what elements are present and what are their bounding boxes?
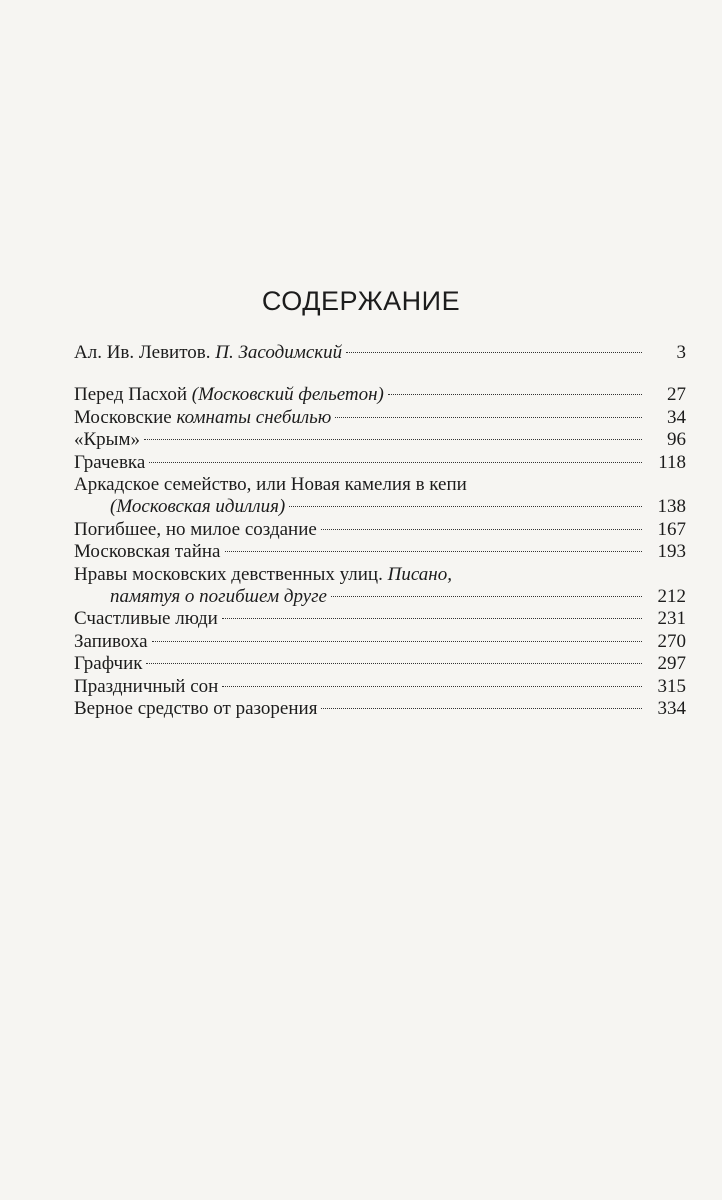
toc-entry — [74, 653, 686, 675]
toc-entry — [74, 384, 686, 406]
entry-title: Погибшее, но милое создание — [74, 518, 317, 540]
entry-title: Графчик — [74, 653, 143, 675]
toc-entry — [74, 676, 686, 698]
entry-title: Грачевка — [74, 451, 146, 473]
page-number: 231 — [657, 608, 686, 630]
dot-leader — [144, 439, 642, 440]
toc-entry — [74, 698, 686, 720]
toc-entry — [74, 452, 686, 474]
entry-title: Верное средство от разорения — [74, 698, 318, 720]
dot-leader — [331, 596, 642, 597]
entry-title: Запивоха — [74, 630, 148, 652]
entry-title: Праздничный сон — [74, 675, 219, 697]
entry-title: Ал. Ив. Левитов. — [74, 342, 211, 363]
dot-leader — [222, 618, 642, 619]
toc-entry — [74, 631, 686, 653]
toc-entry — [74, 608, 686, 630]
page-number: 270 — [657, 630, 686, 652]
entry-title: Московские — [74, 406, 172, 428]
dot-leader — [321, 708, 642, 709]
dot-leader — [289, 506, 642, 507]
toc-heading: СОДЕРЖАНИЕ — [261, 286, 461, 316]
dot-leader — [222, 686, 642, 687]
page-number: 96 — [667, 429, 686, 451]
entry-title: Московская тайна — [74, 541, 221, 563]
toc-entry — [74, 541, 686, 563]
toc-entry — [74, 564, 686, 609]
page-number: 334 — [657, 698, 686, 720]
page-number: 193 — [657, 541, 686, 563]
dot-leader — [388, 394, 642, 395]
entry-title-italic: комнаты снебилью — [176, 406, 332, 428]
toc-entry — [74, 429, 686, 451]
entry-title: Аркадское семейство, или Новая камелия в кепи — [74, 474, 467, 496]
dot-leader — [346, 352, 642, 353]
page-number: 138 — [657, 496, 686, 518]
toc-entry — [74, 342, 686, 364]
table-of-contents — [74, 342, 686, 721]
page-number: 297 — [657, 653, 686, 675]
dot-leader — [321, 529, 642, 530]
page-number: 167 — [657, 518, 686, 540]
page-number: 34 — [667, 406, 686, 428]
page-number: 27 — [667, 384, 686, 406]
toc-entry — [74, 407, 686, 429]
page-number: 118 — [658, 451, 686, 473]
entry-title: Перед Пасхой — [74, 384, 188, 406]
entry-title: Нравы московских девственных улиц. — [74, 563, 383, 585]
entry-title: Счастливые люди — [74, 608, 218, 630]
entry-title-italic: П. Засодимский — [215, 342, 343, 363]
page-number: 212 — [657, 586, 686, 608]
toc-entry — [74, 519, 686, 541]
entry-title-italic: Писано, — [387, 563, 452, 585]
toc-entry — [74, 474, 686, 519]
entry-title-italic: (Московский фельетон) — [191, 384, 384, 406]
dot-leader — [149, 462, 642, 463]
page-number: 3 — [676, 342, 686, 363]
entry-title-italic: памятуя о погибшем друге — [110, 586, 327, 608]
dot-leader — [225, 551, 643, 552]
dot-leader — [152, 641, 642, 642]
page-number: 315 — [657, 675, 686, 697]
dot-leader — [146, 663, 642, 664]
dot-leader — [335, 417, 642, 418]
entry-title: «Крым» — [74, 429, 140, 451]
entry-title-italic: (Московская идиллия) — [110, 496, 286, 518]
